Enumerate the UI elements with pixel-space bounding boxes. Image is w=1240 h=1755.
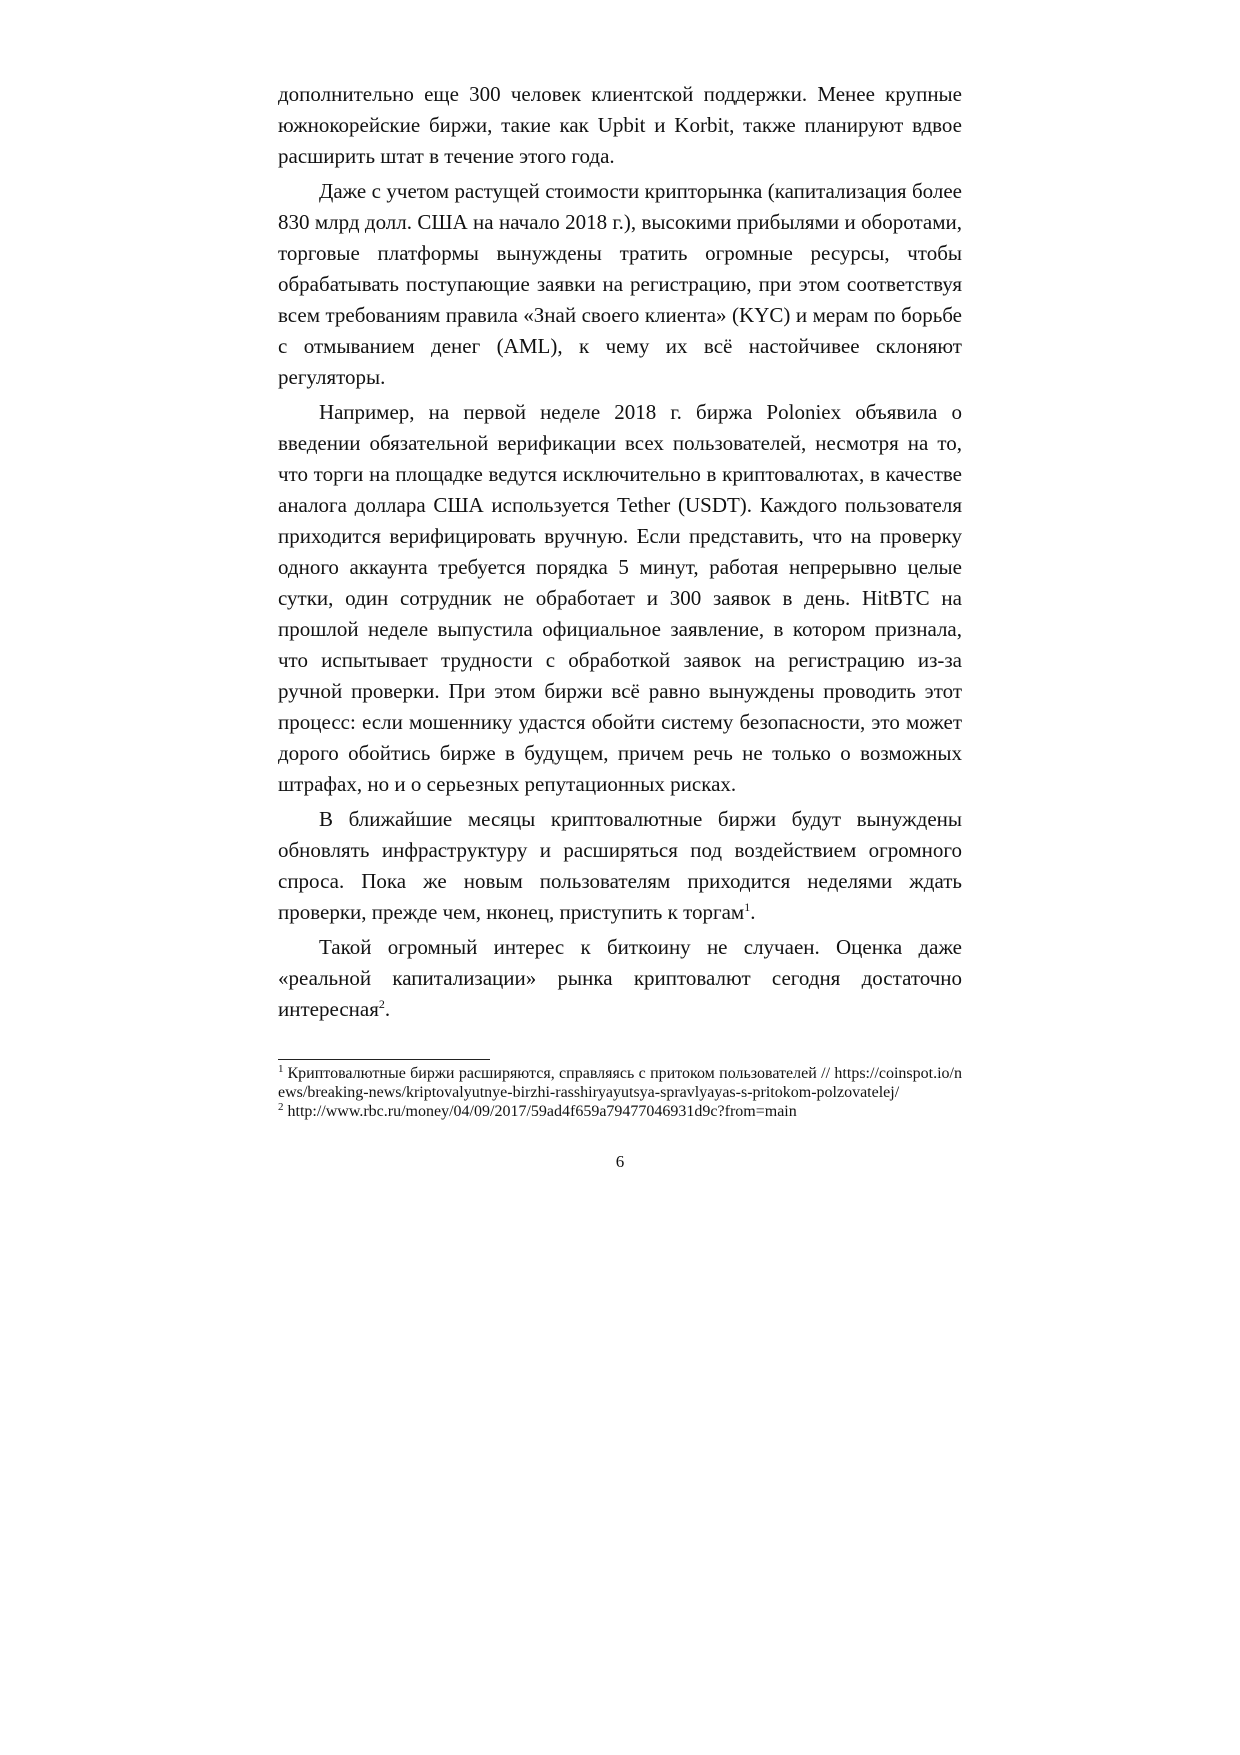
footnote-reference: 2 <box>378 997 385 1011</box>
footnotes <box>278 1064 962 1121</box>
footnote-link[interactable]: http://www.rbc.ru/money/04/09/2017/59ad4f659a79477046931d9c?from=main <box>287 1103 797 1120</box>
footnote-mark: 2 <box>278 1100 284 1113</box>
footnote-separator <box>278 1059 490 1060</box>
paragraph-text: Даже с учетом растущей стоимости крипторынка (капитализация более 830 млрд долл. США на начало 2018 г.), высокими прибылями и оборотами, торговые платформы вынуждены тратить огромные ресурсы, чтобы обрабатывать поступающие заявки на регистрацию, при этом соответствуя всем требованиям правила «Знай своего клиента» (KYC) и мерам по борьбе с отмыванием денег (AML), к чему их всё настойчивее склоняют регуляторы. <box>278 179 962 389</box>
paragraph-text: В ближайшие месяцы криптовалютные биржи будут вынуждены обновлять инфраструктуру и расширяться под воздействием огромного спроса. Пока же новым пользователям приходится неделями ждать проверки, прежде чем, нконец, приступить к торгам <box>278 807 962 924</box>
paragraph-continuation <box>278 79 962 172</box>
paragraph-text: дополнительно еще 300 человек клиентской поддержки. Менее крупные южнокорейские биржи, такие как Upbit и Korbit, также планируют вдвое расширить штат в течение этого года. <box>278 82 962 168</box>
body-text <box>278 79 962 1029</box>
footnote <box>278 1102 962 1121</box>
paragraph <box>278 176 962 393</box>
footnote <box>278 1064 962 1102</box>
paragraph-end-punctuation: . <box>384 997 391 1021</box>
paragraph <box>278 932 962 1025</box>
footnote-reference: 1 <box>744 900 751 914</box>
paragraph-text: Например, на первой неделе 2018 г. биржа Poloniex объявила о введении обязательной верификации всех пользователей, несмотря на то, что торги на площадке ведутся исключительно в криптовалютах, в качестве аналога доллара США используется Tether (USDT). Каждого пользователя приходится верифицировать вручную. Если представить, что на проверку одного аккаунта требуется порядка 5 минут, работая непрерывно целые сутки, один сотрудник не обработает и 300 заявок в день. HitBTC на прошлой неделе выпустила официальное заявление, в котором признала, что испытывает трудности с обработкой заявок на регистрацию из-за ручной проверки. При этом биржи всё равно вынуждены проводить этот процесс: если мошеннику удастся обойти систему безопасности, это может дорого обойтись бирже в будущем, причем речь не только о возможных штрафах, но и о серьезных репутационных рисках. <box>278 400 962 796</box>
paragraph-text: Такой огромный интерес к биткоину не случаен. Оценка даже «реальной капитализации» рынка криптовалют сегодня достаточно интересная <box>278 935 962 1021</box>
page-number: 6 <box>615 1152 625 1171</box>
footnote-text: Криптовалютные биржи расширяются, справляясь с притоком пользователей // https://coinspot.io/news/breaking-news/kriptovalyutnye-birzhi-rasshiryayutsya-spravlyayas-s-pritokom-polzovatelej/ <box>278 1065 962 1101</box>
footnote-mark: 1 <box>278 1062 284 1075</box>
paragraph <box>278 804 962 928</box>
paragraph <box>278 397 962 800</box>
paragraph-end-punctuation: . <box>750 900 756 924</box>
